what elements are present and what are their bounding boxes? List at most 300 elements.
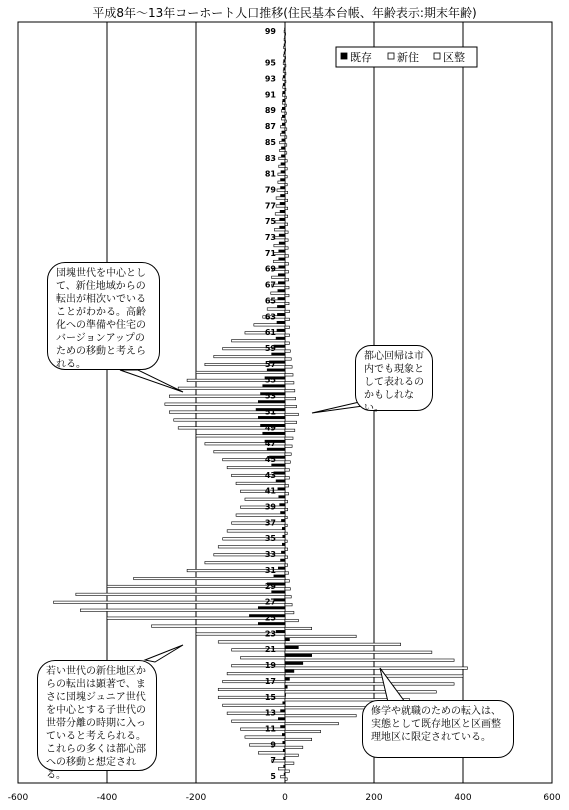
- bar-kusei: [285, 762, 294, 764]
- bar-kizon: [280, 202, 285, 204]
- bar-shinju: [236, 514, 285, 516]
- bar-shinju: [218, 546, 285, 548]
- bar-kusei: [285, 279, 289, 281]
- bar-kizon: [278, 488, 285, 490]
- bar-kizon: [283, 535, 285, 537]
- bar-shinju: [232, 720, 285, 722]
- bar-shinju: [107, 617, 285, 619]
- callout-lower-right: 修学や就職のための転入は、実態として既存地区と区画整理地区に限定されている。: [362, 700, 514, 758]
- bar-shinju: [214, 355, 285, 357]
- y-tick-label: 39: [264, 502, 276, 512]
- bar-kizon: [272, 464, 285, 466]
- y-tick-label: 41: [264, 486, 276, 496]
- bar-kizon: [283, 99, 285, 101]
- bar-kizon: [279, 234, 285, 236]
- bar-shinju: [277, 189, 285, 191]
- bar-kizon: [281, 710, 285, 712]
- bar-shinju: [279, 165, 285, 167]
- bar-kusei: [285, 516, 287, 518]
- bar-shinju: [241, 657, 286, 659]
- bar-kusei: [285, 667, 467, 669]
- bar-kizon: [277, 305, 285, 307]
- y-tick-label: 55: [264, 375, 276, 385]
- bar-shinju: [227, 530, 285, 532]
- bar-kizon: [279, 266, 285, 268]
- bar-kizon: [278, 290, 285, 292]
- y-tick-label: 95: [264, 58, 276, 68]
- bar-kusei: [285, 175, 287, 177]
- bar-kusei: [285, 405, 297, 407]
- bar-kizon: [281, 187, 285, 189]
- y-tick-label: 19: [264, 661, 276, 671]
- bar-kusei: [285, 683, 454, 685]
- bar-kizon: [284, 44, 285, 46]
- y-tick-label: 87: [264, 122, 276, 132]
- y-tick-label: 57: [264, 359, 276, 369]
- bar-kusei: [285, 294, 289, 296]
- bar-shinju: [283, 62, 285, 64]
- y-tick-label: 81: [264, 169, 276, 179]
- bar-shinju: [227, 712, 285, 714]
- bar-kizon: [281, 171, 285, 173]
- bar-kusei: [285, 500, 288, 502]
- bar-kusei: [285, 128, 287, 130]
- bar-shinju: [249, 744, 285, 746]
- bar-kusei: [285, 524, 287, 526]
- bar-kizon: [281, 163, 285, 165]
- bar-kusei: [285, 477, 289, 479]
- bar-kusei: [285, 207, 288, 209]
- y-tick-label: 63: [264, 312, 276, 322]
- legend-label: 新住: [397, 51, 419, 64]
- bar-kusei: [285, 112, 286, 114]
- y-tick-label: 69: [264, 264, 276, 274]
- bar-shinju: [245, 498, 285, 500]
- bar-shinju: [218, 641, 285, 643]
- bar-shinju: [281, 133, 285, 135]
- y-tick-label: 9: [270, 740, 276, 750]
- y-tick-label: 89: [264, 106, 276, 116]
- bar-kusei: [285, 318, 289, 320]
- bar-kizon: [282, 123, 285, 125]
- bar-kusei: [285, 580, 289, 582]
- bar-kusei: [285, 239, 288, 241]
- bar-kizon: [279, 242, 285, 244]
- bar-kizon: [282, 733, 285, 735]
- bar-shinju: [281, 110, 285, 112]
- bar-shinju: [241, 490, 286, 492]
- bar-kusei: [285, 263, 289, 265]
- bar-kizon: [279, 250, 285, 252]
- bar-kizon: [276, 630, 285, 632]
- bar-kizon: [282, 107, 285, 109]
- bar-kizon: [283, 76, 285, 78]
- bar-kizon: [258, 607, 285, 609]
- bar-shinju: [284, 30, 285, 32]
- bar-kizon: [285, 646, 298, 648]
- bar-kusei: [285, 144, 287, 146]
- legend-swatch: [388, 53, 394, 59]
- y-tick-label: 33: [264, 550, 276, 560]
- bar-kusei: [285, 374, 293, 376]
- bar-kusei: [285, 255, 289, 257]
- x-tick-label: -600: [7, 793, 29, 803]
- bar-kizon: [280, 218, 285, 220]
- bar-kizon: [279, 496, 285, 498]
- bar-kusei: [285, 691, 436, 693]
- bar-shinju: [152, 625, 286, 627]
- bar-shinju: [232, 522, 285, 524]
- y-tick-label: 77: [264, 201, 276, 211]
- bar-shinju: [281, 126, 285, 128]
- bar-kusei: [285, 508, 288, 510]
- chart-title: 平成8年～13年コーホート人口推移(住民基本台帳、年齢表示:期末年齢): [92, 6, 477, 20]
- y-tick-label: 7: [270, 756, 276, 766]
- y-tick-label: 27: [264, 597, 276, 607]
- bar-shinju: [284, 38, 285, 40]
- legend-label: 既存: [350, 51, 372, 64]
- bar-kusei: [285, 326, 289, 328]
- x-tick-label: 0: [282, 793, 288, 803]
- bar-shinju: [274, 229, 285, 231]
- bar-shinju: [232, 340, 285, 342]
- bar-kusei: [285, 651, 432, 653]
- bar-kusei: [285, 437, 293, 439]
- bar-kusei: [285, 286, 289, 288]
- bar-shinju: [284, 54, 285, 56]
- bar-shinju: [236, 482, 285, 484]
- bar-kizon: [258, 622, 285, 624]
- y-tick-label: 51: [264, 407, 276, 417]
- bar-kizon: [283, 91, 285, 93]
- bar-kizon: [283, 749, 285, 751]
- bar-kizon: [284, 60, 285, 62]
- y-tick-label: 43: [264, 470, 276, 480]
- bar-shinju: [278, 768, 285, 770]
- bar-kusei: [285, 49, 286, 51]
- legend-swatch: [341, 53, 347, 59]
- bar-kizon: [285, 36, 286, 38]
- bar-shinju: [174, 419, 285, 421]
- bar-kizon: [281, 551, 285, 553]
- bar-kusei: [285, 152, 287, 154]
- y-tick-label: 37: [264, 518, 276, 528]
- y-tick-label: 13: [264, 708, 276, 718]
- callout-upper-left: 団塊世代を中心として、新住地域からの転出が相次いでいることがわかる。高齢化への準備や住宅のバージョンアップのための移動と考えられる。: [47, 262, 160, 370]
- bar-kizon: [280, 226, 285, 228]
- bar-kusei: [285, 96, 286, 98]
- bar-kusei: [285, 714, 356, 716]
- bar-shinju: [241, 506, 286, 508]
- bar-kizon: [284, 773, 285, 775]
- bar-kusei: [285, 738, 312, 740]
- bar-kizon: [281, 194, 285, 196]
- bar-shinju: [54, 601, 285, 603]
- bar-shinju: [258, 752, 285, 754]
- legend-label: 区整: [443, 51, 465, 64]
- bar-kusei: [285, 104, 286, 106]
- y-tick-label: 73: [264, 233, 276, 243]
- bar-kizon: [267, 448, 285, 450]
- bar-shinju: [278, 181, 285, 183]
- bar-kusei: [285, 160, 287, 162]
- y-tick-label: 45: [264, 454, 276, 464]
- y-tick-label: 65: [264, 296, 276, 306]
- y-tick-label: 49: [264, 423, 276, 433]
- bar-kusei: [285, 603, 292, 605]
- bar-shinju: [245, 736, 285, 738]
- bar-kizon: [276, 337, 285, 339]
- bar-shinju: [254, 324, 285, 326]
- y-tick-label: 85: [264, 137, 276, 147]
- bar-shinju: [276, 205, 285, 207]
- bar-kizon: [285, 28, 286, 30]
- bar-kizon: [283, 83, 285, 85]
- bar-kizon: [282, 139, 285, 141]
- bar-kusei: [285, 722, 338, 724]
- bar-kizon: [278, 567, 285, 569]
- callout-upper-right: 都心回帰は市内でも現象として表れるのかもしれない。: [355, 345, 433, 411]
- bar-kizon: [282, 543, 285, 545]
- bar-shinju: [218, 688, 285, 690]
- bar-kizon: [274, 575, 285, 577]
- bar-kizon: [272, 353, 285, 355]
- y-tick-label: 67: [264, 280, 276, 290]
- legend-swatch: [434, 53, 440, 59]
- bar-kizon: [285, 678, 289, 680]
- bar-kusei: [285, 413, 298, 415]
- bar-kusei: [285, 754, 298, 756]
- bar-kusei: [285, 564, 288, 566]
- x-tick-label: -200: [185, 793, 207, 803]
- bar-kizon: [281, 726, 285, 728]
- bar-kusei: [285, 461, 290, 463]
- bar-kizon: [281, 155, 285, 157]
- y-tick-label: 91: [264, 90, 276, 100]
- bar-shinju: [271, 292, 285, 294]
- bar-kusei: [285, 770, 289, 772]
- y-tick-label: 59: [264, 343, 276, 353]
- bar-kizon: [258, 401, 285, 403]
- bar-kusei: [285, 334, 289, 336]
- bar-shinju: [241, 728, 286, 730]
- y-tick-label: 35: [264, 534, 276, 544]
- bar-shinju: [232, 665, 285, 667]
- bar-kizon: [281, 559, 285, 561]
- bar-kusei: [285, 366, 292, 368]
- bar-shinju: [196, 435, 285, 437]
- bar-kizon: [277, 321, 285, 323]
- bar-kusei: [285, 588, 290, 590]
- bar-kusei: [285, 485, 289, 487]
- bar-shinju: [281, 118, 285, 120]
- bar-kizon: [284, 757, 285, 759]
- bar-shinju: [76, 593, 285, 595]
- bar-kusei: [285, 80, 286, 82]
- y-tick-label: 5: [270, 772, 276, 782]
- bar-kusei: [285, 556, 288, 558]
- y-tick-label: 71: [264, 248, 276, 258]
- y-tick-label: 17: [264, 676, 276, 686]
- bar-kusei: [285, 389, 295, 391]
- bar-shinju: [275, 221, 285, 223]
- y-tick-label: 23: [264, 629, 276, 639]
- bar-kusei: [285, 445, 292, 447]
- bar-shinju: [165, 403, 285, 405]
- x-tick-label: 600: [543, 793, 561, 803]
- bar-kizon: [281, 512, 285, 514]
- bar-kizon: [284, 765, 285, 767]
- bar-shinju: [232, 474, 285, 476]
- bar-kusei: [285, 223, 288, 225]
- bar-kizon: [282, 527, 285, 529]
- bar-kusei: [285, 643, 401, 645]
- bar-shinju: [134, 577, 285, 579]
- y-tick-label: 83: [264, 153, 276, 163]
- bar-kusei: [285, 247, 288, 249]
- bar-kusei: [285, 271, 289, 273]
- bar-kizon: [272, 591, 285, 593]
- bar-kizon: [281, 179, 285, 181]
- bar-shinju: [232, 649, 285, 651]
- bar-shinju: [107, 585, 285, 587]
- bar-kusei: [285, 88, 286, 90]
- bar-kusei: [285, 72, 286, 74]
- bar-kizon: [285, 694, 286, 696]
- bar-kusei: [285, 469, 289, 471]
- bar-kizon: [283, 702, 285, 704]
- bar-shinju: [280, 149, 285, 151]
- bar-kizon: [282, 115, 285, 117]
- bar-shinju: [273, 260, 285, 262]
- bar-kusei: [285, 675, 463, 677]
- bar-kizon: [277, 313, 285, 315]
- bar-kusei: [285, 611, 294, 613]
- bar-kusei: [285, 540, 287, 542]
- y-tick-label: 11: [264, 724, 276, 734]
- bar-shinju: [227, 672, 285, 674]
- x-tick-label: 400: [454, 793, 472, 803]
- bar-kusei: [285, 215, 288, 217]
- bar-kizon: [277, 329, 285, 331]
- bar-kusei: [285, 596, 291, 598]
- bar-kizon: [285, 670, 294, 672]
- bar-shinju: [272, 276, 285, 278]
- x-tick-label: 200: [365, 793, 383, 803]
- bar-kusei: [285, 746, 303, 748]
- bar-kusei: [285, 183, 287, 185]
- y-tick-label: 99: [264, 26, 276, 36]
- y-tick-label: 75: [264, 217, 276, 227]
- bar-shinju: [283, 78, 285, 80]
- bar-kusei: [285, 350, 290, 352]
- bar-shinju: [275, 213, 285, 215]
- bar-kizon: [278, 718, 285, 720]
- bar-kizon: [281, 147, 285, 149]
- bar-kusei: [285, 120, 286, 122]
- bar-kusei: [285, 65, 286, 67]
- bar-kusei: [285, 778, 287, 780]
- bar-kusei: [285, 619, 298, 621]
- y-tick-label: 21: [264, 645, 276, 655]
- bar-kusei: [285, 191, 288, 193]
- bar-kizon: [278, 274, 285, 276]
- bar-shinju: [284, 46, 285, 48]
- bar-shinju: [278, 173, 285, 175]
- bar-kusei: [285, 548, 288, 550]
- bar-shinju: [227, 466, 285, 468]
- bar-kusei: [285, 382, 294, 384]
- bar-kusei: [285, 572, 289, 574]
- bar-shinju: [223, 704, 285, 706]
- y-tick-label: 25: [264, 613, 276, 623]
- bar-kizon: [283, 741, 285, 743]
- bar-shinju: [267, 308, 285, 310]
- bar-kusei: [285, 532, 287, 534]
- bar-kizon: [278, 282, 285, 284]
- bar-kusei: [285, 421, 297, 423]
- bar-kizon: [278, 297, 285, 299]
- bar-shinju: [282, 94, 285, 96]
- bar-kizon: [285, 686, 287, 688]
- bar-kizon: [267, 369, 285, 371]
- bar-kizon: [281, 519, 285, 521]
- bar-shinju: [196, 371, 285, 373]
- bar-kusei: [285, 199, 288, 201]
- bar-kusei: [285, 57, 286, 59]
- bar-kizon: [285, 638, 289, 640]
- bar-kizon: [258, 416, 285, 418]
- y-tick-label: 47: [264, 439, 276, 449]
- bar-shinju: [178, 387, 285, 389]
- bar-kizon: [280, 210, 285, 212]
- y-tick-label: 31: [264, 565, 276, 575]
- bar-kizon: [279, 258, 285, 260]
- bar-kusei: [285, 310, 289, 312]
- bar-kizon: [263, 432, 285, 434]
- bar-shinju: [283, 70, 285, 72]
- bar-kizon: [282, 131, 285, 133]
- bar-shinju: [279, 157, 285, 159]
- y-tick-label: 15: [264, 692, 276, 702]
- bar-shinju: [283, 86, 285, 88]
- bar-shinju: [276, 197, 285, 199]
- bar-kusei: [285, 41, 286, 43]
- bar-shinju: [205, 561, 285, 563]
- bar-kusei: [285, 302, 289, 304]
- bar-kusei: [285, 730, 321, 732]
- bar-shinju: [274, 244, 285, 246]
- bar-shinju: [282, 102, 285, 104]
- bar-kizon: [284, 52, 285, 54]
- bar-kizon: [285, 662, 303, 664]
- y-tick-label: 29: [264, 581, 276, 591]
- bar-kizon: [280, 504, 285, 506]
- bar-kusei: [285, 342, 289, 344]
- bar-kizon: [276, 480, 285, 482]
- bar-kusei: [285, 358, 291, 360]
- bar-kizon: [263, 385, 285, 387]
- bar-kusei: [285, 659, 454, 661]
- bar-kizon: [285, 654, 312, 656]
- bar-kusei: [285, 493, 289, 495]
- bar-kusei: [285, 168, 287, 170]
- bar-shinju: [80, 609, 285, 611]
- bar-kusei: [285, 429, 295, 431]
- bar-shinju: [214, 450, 285, 452]
- y-tick-label: 61: [264, 328, 276, 338]
- bar-kusei: [285, 33, 286, 35]
